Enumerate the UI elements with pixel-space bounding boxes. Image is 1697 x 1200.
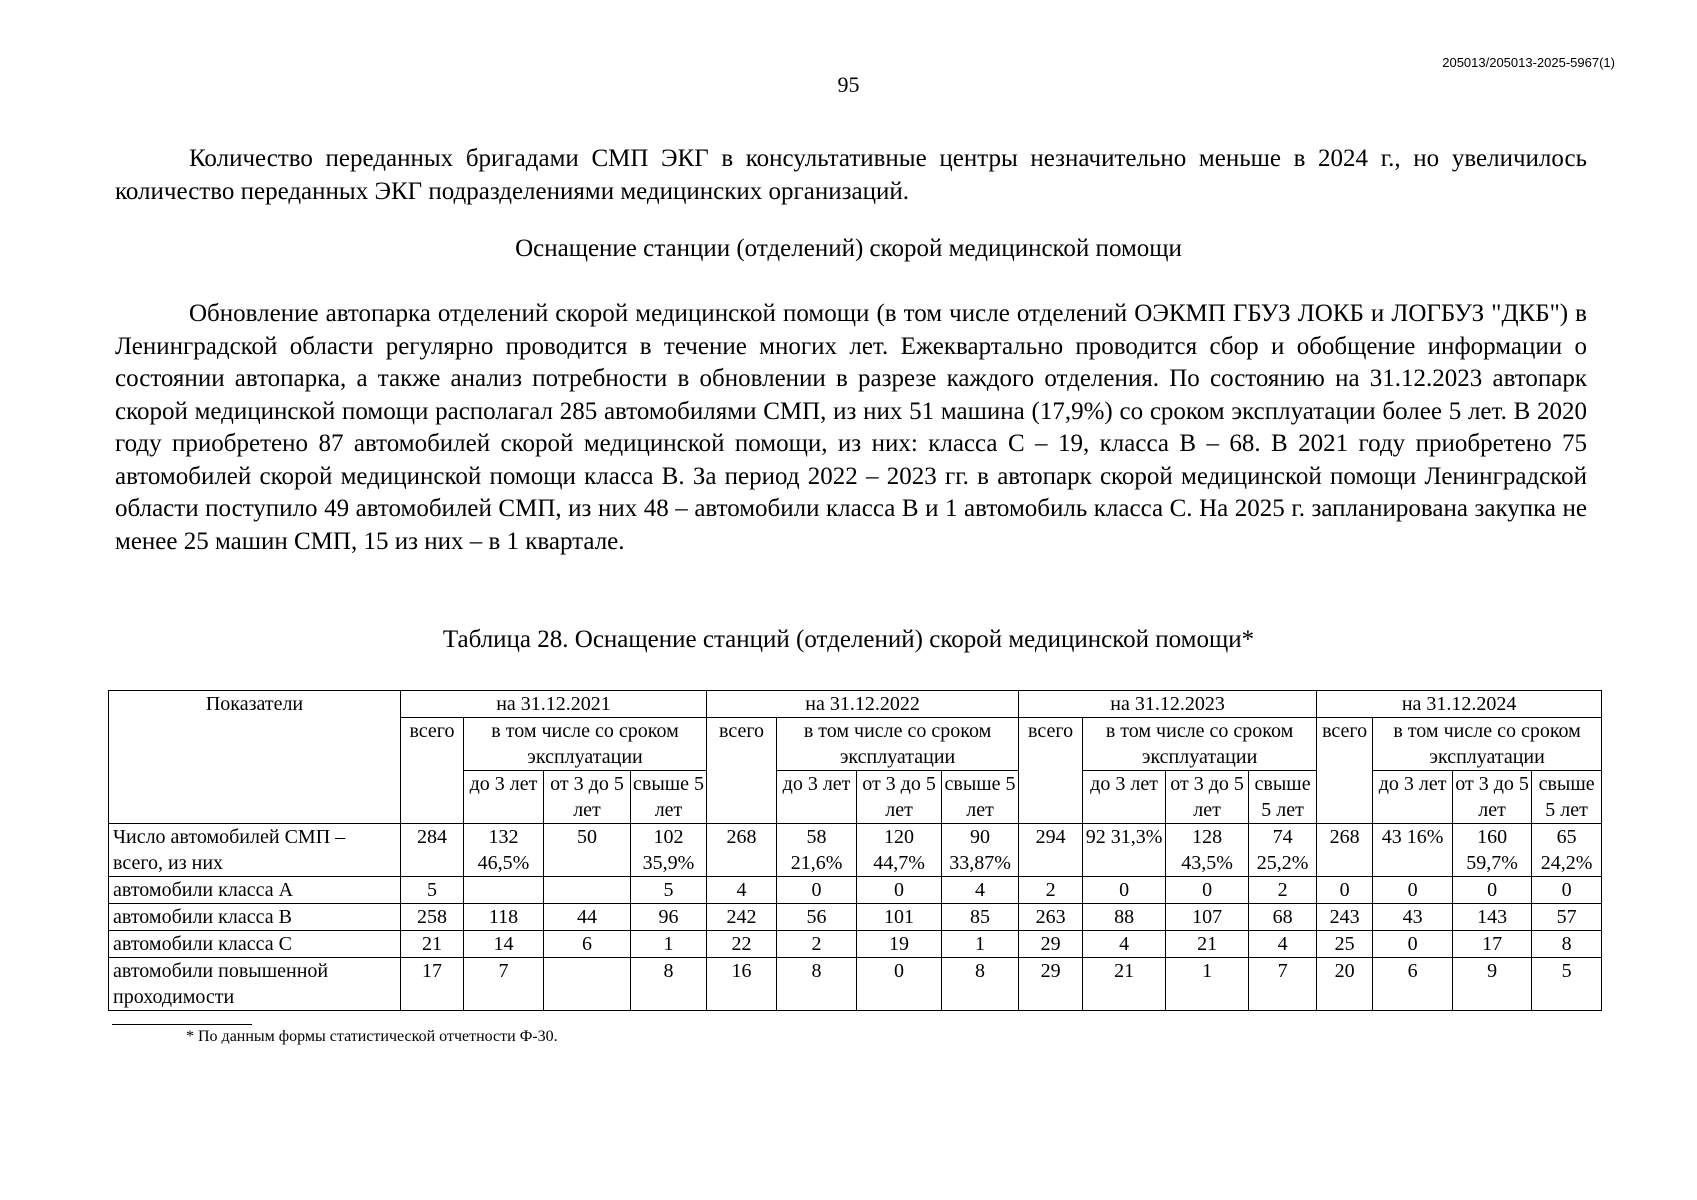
table-cell: 4: [942, 877, 1019, 904]
row-label: автомобили повышенной проходимости: [109, 958, 401, 1011]
table-cell: 243: [1317, 904, 1373, 931]
header-age: свыше 5 лет: [631, 771, 707, 824]
table-cell: 43 16%: [1373, 824, 1453, 877]
table-cell: 0: [857, 877, 942, 904]
table-cell: 96: [631, 904, 707, 931]
table-cell: 0: [777, 877, 857, 904]
table-cell: 1: [631, 931, 707, 958]
table-cell: 21: [1166, 931, 1249, 958]
table-cell: [544, 958, 631, 1011]
table-cell: 7: [464, 958, 544, 1011]
table-cell: 25: [1317, 931, 1373, 958]
table-cell: 0: [1166, 877, 1249, 904]
table-cell: 120 44,7%: [857, 824, 942, 877]
header-age: от 3 до 5 лет: [857, 771, 942, 824]
paragraph-fleet: Обновление автопарка отделений скорой медицинской помощи (в том числе отделений ОЭКМП ГБУЗ ЛОКБ и ЛОГБУЗ "ДКБ") в Ленинградской области регулярно проводится в течение многих лет. Ежеквартально проводится сбор и обобщение информации о состоянии автопарка, а также анализ потребности в обновлении в разрезе каждого отделения. По состоянию на 31.12.2023 автопарк скорой медицинской помощи располагал 285 автомобилями СМП, из них 51 машина (17,9%) со сроком эксплуатации более 5 лет. В 2020 году приобретено 87 автомобилей скорой медицинской помощи, из них: класса С – 19, класса В – 68. В 2021 году приобретено 75 автомобилей скорой медицинской помощи класса В. За период 2022 – 2023 гг. в автопарк скорой медицинской помощи Ленинградской области поступило 49 автомобилей СМП, из них 48 – автомобили класса В и 1 автомобиль класса С. На 2025 г. запланирована закупка не менее 25 машин СМП, 15 из них – в 1 квартале.: [115, 300, 1587, 555]
header-date: на 31.12.2024: [1317, 691, 1602, 718]
table-cell: 284: [401, 824, 464, 877]
header-age: свыше 5 лет: [1532, 771, 1602, 824]
header-incl: в том числе со сроком эксплуатации: [464, 718, 707, 771]
table-cell: 1: [1166, 958, 1249, 1011]
header-incl: в том числе со сроком эксплуатации: [1373, 718, 1602, 771]
table-cell: 8: [777, 958, 857, 1011]
table-cell: 22: [707, 931, 777, 958]
table-cell: 2: [1249, 877, 1317, 904]
table-cell: 17: [1453, 931, 1532, 958]
header-date: на 31.12.2021: [401, 691, 707, 718]
header-age: от 3 до 5 лет: [544, 771, 631, 824]
table-cell: 57: [1532, 904, 1602, 931]
table-cell: 294: [1019, 824, 1083, 877]
table-cell: 19: [857, 931, 942, 958]
table-cell: 92 31,3%: [1083, 824, 1166, 877]
table-row: [109, 904, 1602, 931]
table-cell: 118: [464, 904, 544, 931]
table-cell: 1: [942, 931, 1019, 958]
table-cell: 14: [464, 931, 544, 958]
table-cell: 4: [1249, 931, 1317, 958]
table-cell: 8: [631, 958, 707, 1011]
table-cell: 5: [401, 877, 464, 904]
table-cell: 21: [401, 931, 464, 958]
table-cell: 263: [1019, 904, 1083, 931]
table-cell: 90 33,87%: [942, 824, 1019, 877]
document-id: 205013/205013-2025-5967(1): [1442, 55, 1615, 70]
table-cell: 58 21,6%: [777, 824, 857, 877]
table-cell: 44: [544, 904, 631, 931]
table-cell: 107: [1166, 904, 1249, 931]
table-cell: 102 35,9%: [631, 824, 707, 877]
table-cell: [464, 877, 544, 904]
table-cell: 242: [707, 904, 777, 931]
header-incl: в том числе со сроком эксплуатации: [1083, 718, 1317, 771]
page-number: 95: [837, 72, 860, 97]
header-age: свыше 5 лет: [1249, 771, 1317, 824]
table-cell: 101: [857, 904, 942, 931]
row-label: автомобили класса С: [109, 931, 401, 958]
table-cell: 21: [1083, 958, 1166, 1011]
table-cell: 0: [1373, 877, 1453, 904]
header-total: всего: [401, 718, 464, 824]
table-cell: 128 43,5%: [1166, 824, 1249, 877]
table-cell: 4: [707, 877, 777, 904]
table-cell: 268: [1317, 824, 1373, 877]
table-cell: 143: [1453, 904, 1532, 931]
header-age: до 3 лет: [1373, 771, 1453, 824]
table-cell: 16: [707, 958, 777, 1011]
table-cell: 5: [1532, 958, 1602, 1011]
table-cell: 7: [1249, 958, 1317, 1011]
table-body: [109, 824, 1602, 1011]
table-cell: 160 59,7%: [1453, 824, 1532, 877]
table-caption: Таблица 28. Оснащение станций (отделений) скорой медицинской помощи*: [442, 626, 1255, 653]
table-cell: 17: [401, 958, 464, 1011]
header-total: всего: [707, 718, 777, 824]
header-date: на 31.12.2023: [1019, 691, 1317, 718]
paragraph-ecg: Количество переданных бригадами СМП ЭКГ в консультативные центры незначительно меньше в 2024 г., но увеличилось количество переданных ЭКГ подразделениями медицинских организаций.: [115, 145, 1587, 205]
row-label: автомобили класса А: [109, 877, 401, 904]
header-age: от 3 до 5 лет: [1453, 771, 1532, 824]
header-date: на 31.12.2022: [707, 691, 1019, 718]
table-cell: 8: [942, 958, 1019, 1011]
table-cell: 0: [857, 958, 942, 1011]
header-indicator: Показатели: [109, 691, 401, 824]
table-cell: 0: [1532, 877, 1602, 904]
table-cell: 74 25,2%: [1249, 824, 1317, 877]
row-label: автомобили класса В: [109, 904, 401, 931]
table-cell: 5: [631, 877, 707, 904]
table-cell: 2: [777, 931, 857, 958]
table-cell: [544, 877, 631, 904]
table-cell: 29: [1019, 958, 1083, 1011]
table-cell: 268: [707, 824, 777, 877]
table-cell: 43: [1373, 904, 1453, 931]
table-cell: 85: [942, 904, 1019, 931]
section-title: Оснащение станции (отделений) скорой медицинской помощи: [515, 235, 1182, 262]
table-cell: 8: [1532, 931, 1602, 958]
header-age: до 3 лет: [777, 771, 857, 824]
header-age: до 3 лет: [464, 771, 544, 824]
table-row: [109, 958, 1602, 1011]
footnote: * По данным формы статистической отчетности Ф-30.: [186, 1028, 558, 1045]
table-cell: 6: [544, 931, 631, 958]
header-incl: в том числе со сроком эксплуатации: [777, 718, 1019, 771]
table-row: [109, 824, 1602, 877]
header-age: свыше 5 лет: [942, 771, 1019, 824]
table-cell: 0: [1373, 931, 1453, 958]
table-cell: 56: [777, 904, 857, 931]
table-cell: 9: [1453, 958, 1532, 1011]
header-total: всего: [1019, 718, 1083, 824]
table-cell: 68: [1249, 904, 1317, 931]
table-cell: 20: [1317, 958, 1373, 1011]
header-age: до 3 лет: [1083, 771, 1166, 824]
table-cell: 6: [1373, 958, 1453, 1011]
table-row: [109, 877, 1602, 904]
row-label: Число автомобилей СМП – всего, из них: [109, 824, 401, 877]
table-cell: 88: [1083, 904, 1166, 931]
equipment-table: [108, 690, 1602, 1011]
header-age: от 3 до 5 лет: [1166, 771, 1249, 824]
table-row: [109, 931, 1602, 958]
table-cell: 0: [1083, 877, 1166, 904]
table-cell: 258: [401, 904, 464, 931]
table-cell: 132 46,5%: [464, 824, 544, 877]
table-cell: 29: [1019, 931, 1083, 958]
table-cell: 65 24,2%: [1532, 824, 1602, 877]
table-cell: 0: [1453, 877, 1532, 904]
table-cell: 4: [1083, 931, 1166, 958]
table-cell: 0: [1317, 877, 1373, 904]
header-row-dates: [109, 691, 1602, 718]
header-total: всего: [1317, 718, 1373, 824]
table-cell: 50: [544, 824, 631, 877]
footnote-separator: [112, 1024, 252, 1025]
table-cell: 2: [1019, 877, 1083, 904]
